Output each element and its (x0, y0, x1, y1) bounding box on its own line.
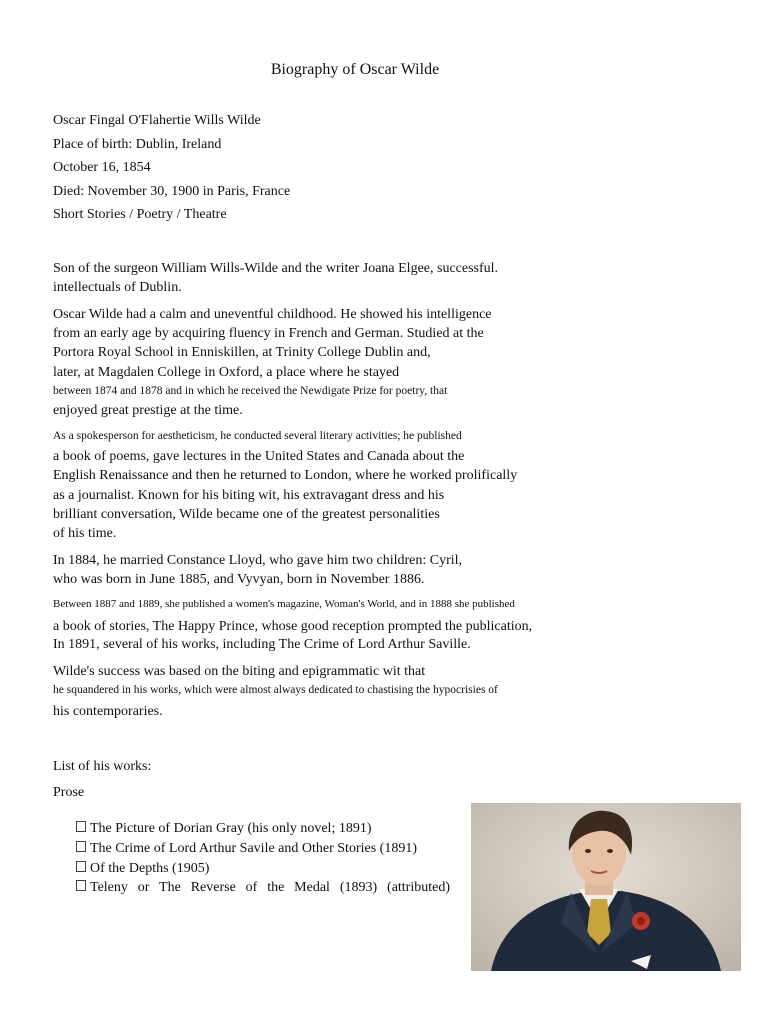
bio-line: Between 1887 and 1889, she published a women's magazine, Woman's World, and in 1888 she published (53, 598, 515, 610)
page-title: Biography of Oscar Wilde (270, 61, 440, 78)
bullet-box-icon (76, 841, 86, 852)
bio-line: his contemporaries. (53, 704, 163, 719)
portrait-illustration (471, 803, 741, 971)
fact-genres: Short Stories / Poetry / Theatre (53, 207, 227, 222)
list-item (76, 821, 372, 837)
list-item (76, 880, 450, 896)
bio-line: later, at Magdalen College in Oxford, a place where he stayed (53, 365, 400, 380)
bio-line: between 1874 and 1878 and in which he received the Newdigate Prize for poetry, that (53, 385, 448, 397)
bio-line: from an early age by acquiring fluency in French and German. Studied at the (53, 326, 484, 341)
bio-line: as a journalist. Known for his biting wit, his extravagant dress and his (53, 488, 445, 503)
work-title: Of the Depths (1905) (90, 861, 210, 876)
bio-line: Wilde's success was based on the biting and epigrammatic wit that (53, 664, 426, 679)
works-heading: List of his works: (53, 759, 152, 774)
bio-line: enjoyed great prestige at the time. (53, 403, 243, 418)
list-item (76, 861, 209, 877)
bullet-box-icon (76, 861, 86, 872)
bio-line: brilliant conversation, Wilde became one of the greatest personalities (53, 507, 440, 522)
bio-line: intellectuals of Dublin. (53, 280, 182, 295)
bio-line: he squandered in his works, which were almost always dedicated to chastising the hypocrisies of (53, 684, 498, 696)
bio-line: In 1891, several of his works, including The Crime of Lord Arthur Saville. (53, 637, 471, 652)
prose-heading: Prose (53, 785, 85, 800)
fact-birthdate: October 16, 1854 (53, 160, 151, 175)
fact-full-name: Oscar Fingal O'Flahertie Wills Wilde (53, 113, 261, 128)
bullet-box-icon (76, 821, 86, 832)
work-title: Teleny or The Reverse of the Medal (1893) (attributed) (90, 880, 450, 895)
bio-line: of his time. (53, 526, 117, 541)
bio-line: a book of stories, The Happy Prince, whose good reception prompted the publication, (53, 619, 533, 634)
bio-line: Son of the surgeon William Wills-Wilde and the writer Joana Elgee, successful. (53, 261, 499, 276)
work-title: The Crime of Lord Arthur Savile and Other Stories (1891) (90, 841, 417, 856)
bio-line: a book of poems, gave lectures in the United States and Canada about the (53, 449, 465, 464)
bio-line: Oscar Wilde had a calm and uneventful childhood. He showed his intelligence (53, 307, 492, 322)
bio-line: Portora Royal School in Enniskillen, at Trinity College Dublin and, (53, 345, 431, 360)
bio-line: who was born in June 1885, and Vyvyan, born in November 1886. (53, 572, 425, 587)
fact-death: Died: November 30, 1900 in Paris, France (53, 184, 291, 199)
bullet-box-icon (76, 880, 86, 891)
bio-line: As a spokesperson for aestheticism, he conducted several literary activities; he published (53, 430, 462, 442)
portrait-image (471, 803, 741, 971)
list-item (76, 841, 417, 857)
work-title: The Picture of Dorian Gray (his only novel; 1891) (90, 821, 372, 836)
bio-line: English Renaissance and then he returned to London, where he worked prolifically (53, 468, 518, 483)
bio-line: In 1884, he married Constance Lloyd, who gave him two children: Cyril, (53, 553, 463, 568)
fact-birthplace: Place of birth: Dublin, Ireland (53, 137, 222, 152)
